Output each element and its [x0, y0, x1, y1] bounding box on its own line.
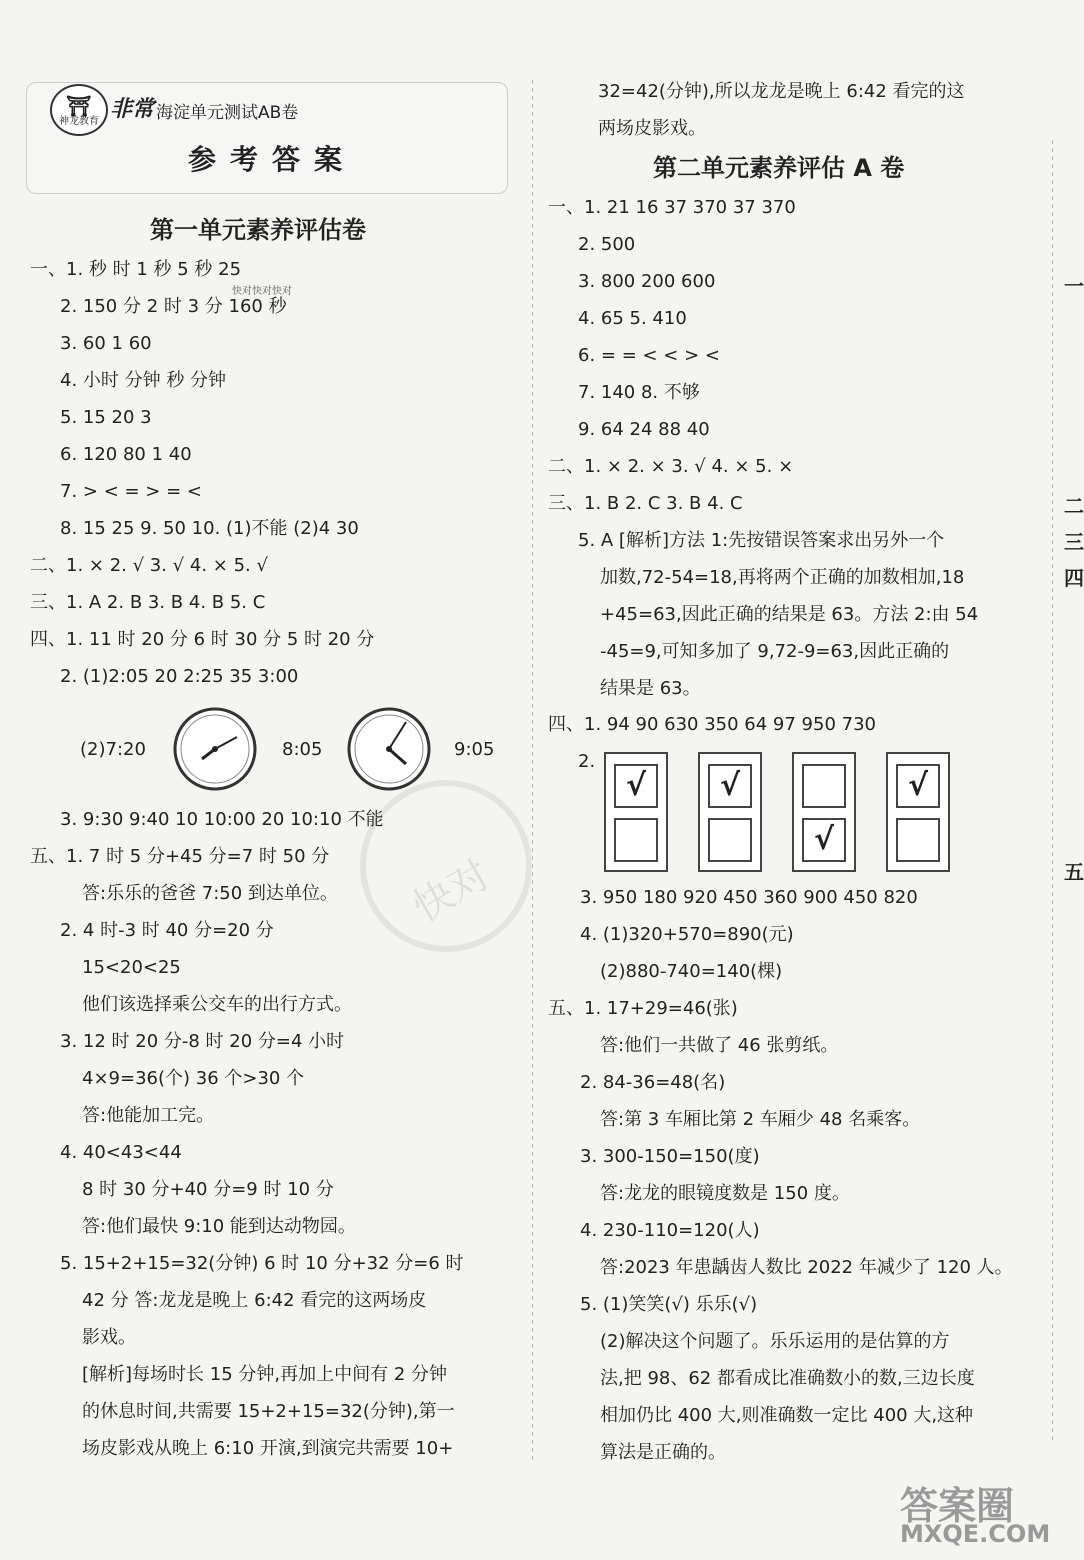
answer-line: 5. 15+2+15=32(分钟) 6 时 10 分+32 分=6 时 — [60, 1253, 464, 1274]
answer-line: 4×9=36(个) 36 个>30 个 — [82, 1068, 305, 1089]
watermark-stamp: 快对快对快对 — [232, 286, 292, 297]
clock-icon — [172, 706, 258, 792]
edge-mark: 二 — [1064, 494, 1084, 518]
answer-line: 一、1. 秒 时 1 秒 5 秒 25 — [30, 259, 242, 280]
answer-line: 场皮影戏从晚上 6:10 开演,到演完共需要 10+ — [82, 1438, 454, 1459]
answer-line: 两场皮影戏。 — [598, 118, 706, 139]
publisher-logo — [50, 84, 108, 136]
answer-line: -45=9,可知多加了 9,72-9=63,因此正确的 — [600, 641, 950, 662]
answer-line: (2)解决这个问题了。乐乐运用的是估算的方 — [600, 1331, 950, 1352]
answer-line: 9. 64 24 88 40 — [578, 419, 710, 440]
right-edge-divider — [1052, 140, 1053, 1440]
answer-line: 32=42(分钟),所以龙龙是晚上 6:42 看完的这 — [598, 81, 965, 102]
check-box: √ — [614, 764, 658, 808]
unit2-title: 第二单元素养评估 A 卷 — [653, 154, 905, 182]
answer-line: 3. 800 200 600 — [578, 271, 716, 292]
answer-line: 答:龙龙的眼镜度数是 150 度。 — [600, 1183, 850, 1204]
answer-line: 5. (1)笑笑(√) 乐乐(√) — [580, 1294, 758, 1315]
answer-line: 三、1. A 2. B 3. B 4. B 5. C — [30, 592, 266, 613]
answer-line: 影戏。 — [82, 1327, 136, 1348]
answer-line: 2. 84-36=48(名) — [580, 1072, 726, 1093]
check-box — [708, 818, 752, 862]
answer-line: [解析]每场时长 15 分钟,再加上中间有 2 分钟 — [82, 1364, 448, 1385]
clock-icon — [346, 706, 432, 792]
answer-line: +45=63,因此正确的结果是 63。方法 2:由 54 — [600, 604, 979, 625]
answer-line: 6. 120 80 1 40 — [60, 444, 192, 465]
answer-line: 3. 12 时 20 分-8 时 20 分=4 小时 — [60, 1031, 345, 1052]
answer-line: 3. 9:30 9:40 10 10:00 20 10:10 不能 — [60, 809, 384, 830]
site-logo: 答案圈 — [900, 1484, 1015, 1528]
watermark-text: 快对 — [405, 851, 498, 932]
answer-line: 3. 300-150=150(度) — [580, 1146, 760, 1167]
edge-mark: 四 — [1064, 566, 1084, 590]
column-divider — [532, 80, 533, 1460]
answer-line: (2)880-740=140(棵) — [600, 961, 783, 982]
answer-line: 算法是正确的。 — [600, 1442, 726, 1463]
answer-line: 4. 小时 分钟 秒 分钟 — [60, 370, 227, 391]
answer-line: 相加仍比 400 大,则准确数一定比 400 大,这种 — [600, 1405, 974, 1426]
answer-line: 加数,72-54=18,再将两个正确的加数相加,18 — [600, 567, 965, 588]
clock-label: 8:05 — [282, 739, 323, 760]
answer-line: 4. 65 5. 410 — [578, 308, 687, 329]
check-box — [614, 818, 658, 862]
answer-line: 一、1. 21 16 37 370 37 370 — [548, 197, 796, 218]
clock-label: (2)7:20 — [80, 739, 146, 760]
answer-line: 2. 4 时-3 时 40 分=20 分 — [60, 920, 274, 941]
answer-box-group — [792, 752, 856, 872]
answer-line: 二、1. × 2. √ 3. √ 4. × 5. √ — [30, 555, 268, 576]
answer-line: 他们该选择乘公交车的出行方式。 — [82, 994, 352, 1015]
gate-icon: ⛩ — [66, 94, 92, 118]
edge-mark: 三 — [1064, 530, 1084, 554]
answer-box-group — [886, 752, 950, 872]
check-box — [802, 764, 846, 808]
edge-mark: 一 — [1064, 274, 1084, 298]
answer-line: 6. = = < < > < — [578, 345, 720, 366]
answer-line: 三、1. B 2. C 3. B 4. C — [548, 493, 743, 514]
answer-line: 4. 40<43<44 — [60, 1142, 182, 1163]
answer-line: 4. (1)320+570=890(元) — [580, 924, 794, 945]
answer-line: 7. > < = > = < — [60, 481, 202, 502]
site-url: MXQE.COM — [900, 1520, 1051, 1548]
clock-label: 9:05 — [454, 739, 495, 760]
answer-line: 8. 15 25 9. 50 10. (1)不能 (2)4 30 — [60, 518, 359, 539]
answer-line: 答:2023 年患龋齿人数比 2022 年减少了 120 人。 — [600, 1257, 1013, 1278]
page-title: 参考答案 — [188, 143, 357, 176]
brand-name: 非常 — [110, 97, 155, 122]
answer-line: 5. 15 20 3 — [60, 407, 152, 428]
answer-box-group — [604, 752, 668, 872]
answer-line: 法,把 98、62 都看成比准确数小的数,三边长度 — [600, 1368, 975, 1389]
answer-line: 42 分 答:龙龙是晚上 6:42 看完的这两场皮 — [82, 1290, 427, 1311]
logo-caption: 神龙教育 — [59, 116, 99, 127]
answer-line: 二、1. × 2. × 3. √ 4. × 5. × — [548, 456, 794, 477]
answer-line: 四、1. 94 90 630 350 64 97 950 730 — [548, 714, 876, 735]
check-box — [896, 818, 940, 862]
answer-line: 答:他们一共做了 46 张剪纸。 — [600, 1035, 839, 1056]
answer-box-group — [698, 752, 762, 872]
answer-line: 2. 500 — [578, 234, 636, 255]
answer-line: 五、1. 17+29=46(张) — [548, 998, 738, 1019]
check-box: √ — [802, 818, 846, 862]
answer-line: 8 时 30 分+40 分=9 时 10 分 — [82, 1179, 334, 1200]
answer-line: 答:第 3 车厢比第 2 车厢少 48 名乘客。 — [600, 1109, 921, 1130]
check-box: √ — [708, 764, 752, 808]
edge-mark: 五 — [1064, 860, 1084, 884]
answer-line: 2. — [578, 751, 596, 772]
series-name: 海淀单元测试AB卷 — [156, 103, 299, 123]
answer-line: 3. 60 1 60 — [60, 333, 152, 354]
answer-line: 五、1. 7 时 5 分+45 分=7 时 50 分 — [30, 846, 330, 867]
answer-line: 5. A [解析]方法 1:先按错误答案求出另外一个 — [578, 530, 945, 551]
answer-line: 的休息时间,共需要 15+2+15=32(分钟),第一 — [82, 1401, 455, 1422]
answer-line: 答:乐乐的爸爸 7:50 到达单位。 — [82, 883, 338, 904]
answer-line: 四、1. 11 时 20 分 6 时 30 分 5 时 20 分 — [30, 629, 375, 650]
unit1-title: 第一单元素养评估卷 — [150, 216, 366, 244]
answer-line: 2. (1)2:05 20 2:25 35 3:00 — [60, 666, 299, 687]
answer-line: 4. 230-110=120(人) — [580, 1220, 760, 1241]
answer-line: 答:他能加工完。 — [82, 1105, 215, 1126]
answer-line: 结果是 63。 — [600, 678, 701, 699]
check-box: √ — [896, 764, 940, 808]
answer-line: 15<20<25 — [82, 957, 181, 978]
answer-line: 2. 150 分 2 时 3 分 160 秒 — [60, 296, 287, 317]
answer-line: 3. 950 180 920 450 360 900 450 820 — [580, 887, 918, 908]
answer-line: 答:他们最快 9:10 能到达动物园。 — [82, 1216, 356, 1237]
answer-line: 7. 140 8. 不够 — [578, 382, 700, 403]
